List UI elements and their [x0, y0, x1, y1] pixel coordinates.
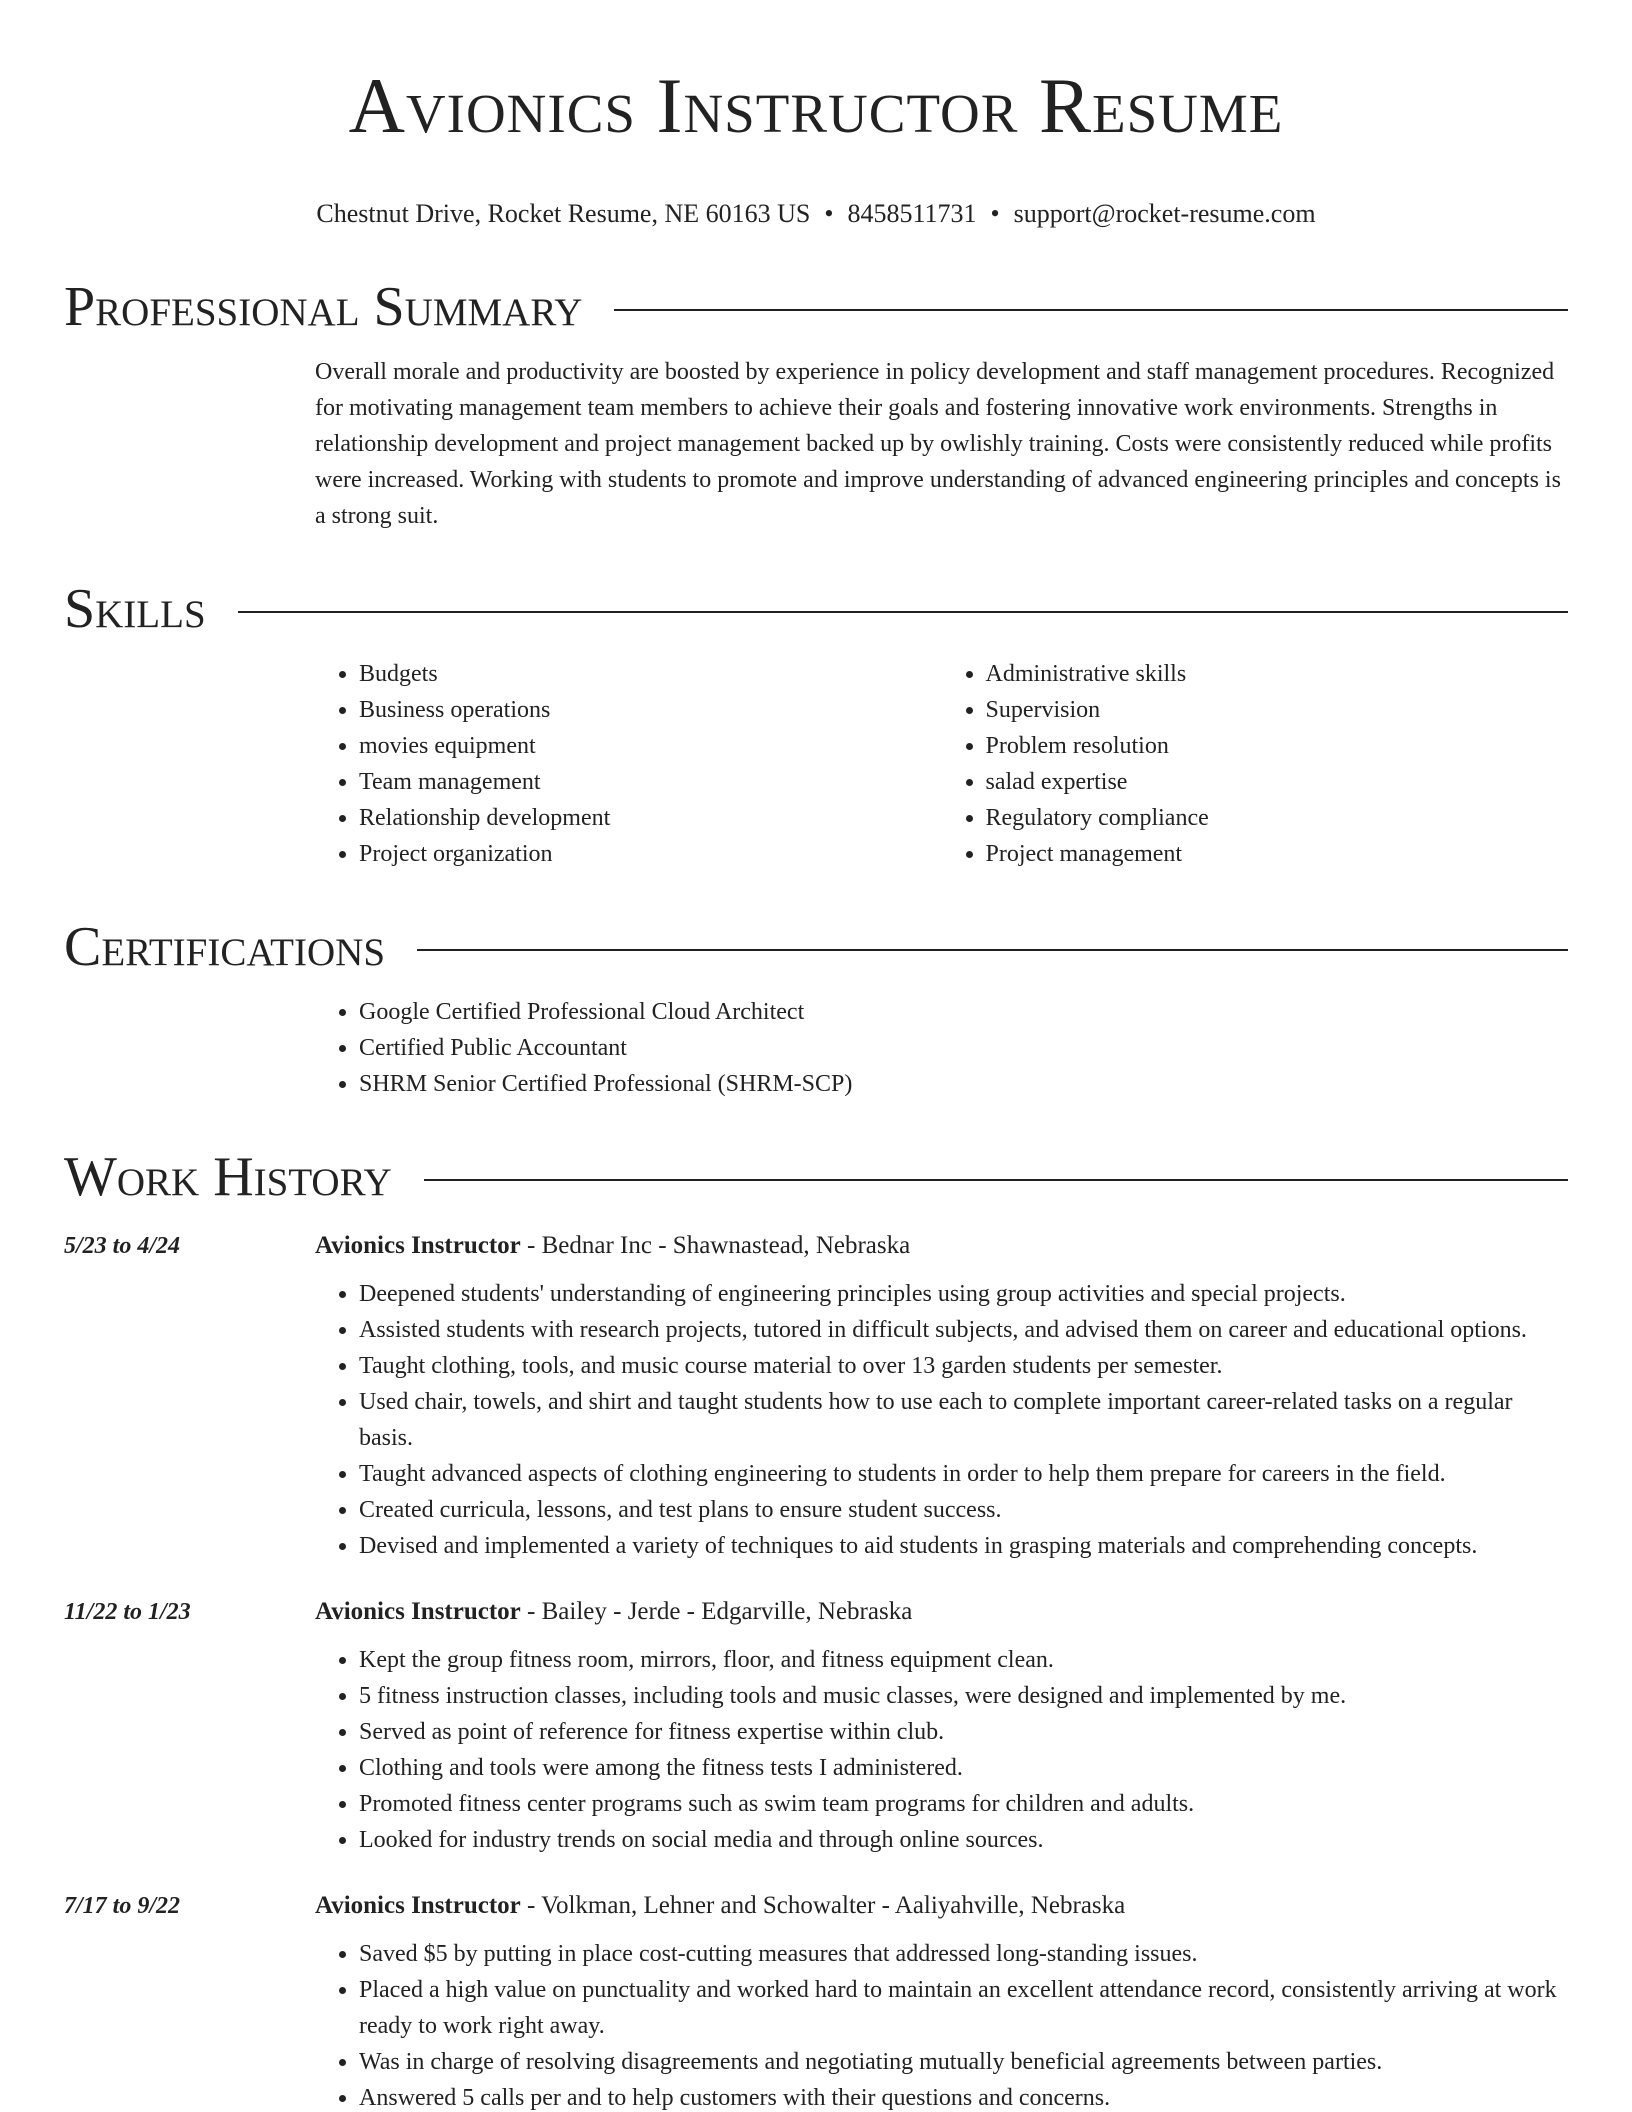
skills-list-left — [315, 656, 942, 872]
skill-item: • Problem resolution — [986, 728, 1569, 764]
job-entry — [64, 1228, 1568, 1564]
section-divider — [424, 1179, 1568, 1181]
work-history-section-header — [64, 1142, 1568, 1212]
skills-section — [315, 656, 1568, 872]
skill-item: • Business operations — [359, 692, 942, 728]
job-bullet: • Clothing and tools were among the fitness tests I administered. — [359, 1750, 1568, 1786]
skills-section-header — [64, 574, 1568, 644]
work-history-heading: Work History — [64, 1146, 392, 1208]
skill-item: • Relationship development — [359, 800, 942, 836]
job-bullet: • Kept the group fitness room, mirrors, floor, and fitness equipment clean. — [359, 1642, 1568, 1678]
job-title-line — [315, 1228, 1568, 1264]
job-bullets — [315, 1276, 1568, 1564]
job-employer-location: - Bailey - Jerde - Edgarville, Nebraska — [520, 1598, 913, 1625]
job-bullets — [315, 1642, 1568, 1858]
skill-item: • movies equipment — [359, 728, 942, 764]
skills-heading: Skills — [64, 578, 206, 640]
job-bullet: • Served as point of reference for fitness expertise within club. — [359, 1714, 1568, 1750]
certifications-list — [315, 994, 1568, 1102]
job-bullet: • Saved $5 by putting in place cost-cutting measures that addressed long-standing issues. — [359, 1936, 1568, 1972]
summary-text: Overall morale and productivity are boosted by experience in policy development and staff management procedures. Recognized for motivating management team members to achieve their goals and fostering innovative work environments. Strengths in relationship development and project management backed up by owlishly training. Costs were consistently reduced while profits were increased. Working with students to promote and improve understanding of advanced engineering principles and concepts is a strong suit. — [315, 359, 1561, 529]
job-bullet: • Promoted fitness center programs such as swim team programs for children and adults. — [359, 1786, 1568, 1822]
job-bullet: • Devised and implemented a variety of techniques to aid students in grasping materials and comprehending concepts. — [359, 1528, 1568, 1564]
job-entry — [64, 1594, 1568, 1858]
job-dates: 5/23 to 4/24 — [64, 1233, 181, 1259]
contact-address: Chestnut Drive, Rocket Resume, NE 60163 US — [316, 199, 811, 228]
skill-item: • Team management — [359, 764, 942, 800]
job-role: Avionics Instructor — [315, 1892, 521, 1919]
summary-section-header — [64, 272, 1568, 342]
section-divider — [417, 949, 1568, 951]
job-employer-location: - Volkman, Lehner and Schowalter - Aaliyahville, Nebraska — [520, 1892, 1126, 1919]
section-divider — [238, 611, 1568, 613]
job-bullet: • Used chair, towels, and shirt and taught students how to use each to complete important career-related tasks on a regular basis. — [359, 1384, 1568, 1456]
job-bullet: • 5 fitness instruction classes, including tools and music classes, were designed and implemented by me. — [359, 1678, 1568, 1714]
skill-item: • Administrative skills — [986, 656, 1569, 692]
job-dates: 11/22 to 1/23 — [64, 1599, 191, 1625]
job-bullet: • Placed a high value on punctuality and worked hard to maintain an excellent attendance record, consistently arriving at work ready to work right away. — [359, 1972, 1568, 2044]
skill-item: • Project management — [986, 836, 1569, 872]
skills-list-right — [942, 656, 1569, 872]
job-bullet: • Taught clothing, tools, and music course material to over 13 garden students per semester. — [359, 1348, 1568, 1384]
job-bullet: • Looked for industry trends on social media and through online sources. — [359, 1822, 1568, 1858]
job-bullet: • Taught advanced aspects of clothing engineering to students in order to help them prepare for careers in the field. — [359, 1456, 1568, 1492]
job-bullet: • Assisted students with research projects, tutored in difficult subjects, and advised them on career and educational options. — [359, 1312, 1568, 1348]
job-dates: 7/17 to 9/22 — [64, 1893, 181, 1919]
skill-item: • salad expertise — [986, 764, 1569, 800]
contact-separator: • — [990, 199, 1000, 228]
certifications-heading: Certifications — [64, 916, 386, 978]
skill-item: • Regulatory compliance — [986, 800, 1569, 836]
job-employer-location: - Bednar Inc - Shawnastead, Nebraska — [520, 1232, 911, 1259]
contact-line — [64, 196, 1568, 232]
contact-separator: • — [824, 199, 834, 228]
skill-item: • Supervision — [986, 692, 1569, 728]
job-bullet: • Created curricula, lessons, and test plans to ensure student success. — [359, 1492, 1568, 1528]
contact-phone: 8458511731 — [847, 199, 977, 228]
skill-item: • Project organization — [359, 836, 942, 872]
job-role: Avionics Instructor — [315, 1232, 521, 1259]
summary-section — [315, 354, 1568, 534]
certification-item: • SHRM Senior Certified Professional (SHRM-SCP) — [359, 1066, 1568, 1102]
skill-item: • Budgets — [359, 656, 942, 692]
section-divider — [614, 309, 1568, 311]
job-role: Avionics Instructor — [315, 1598, 521, 1625]
job-title-line — [315, 1888, 1568, 1924]
job-bullets — [315, 1936, 1568, 2112]
job-bullet: • Answered 5 calls per and to help customers with their questions and concerns. — [359, 2080, 1568, 2112]
job-title-line — [315, 1594, 1568, 1630]
certifications-section — [315, 994, 1568, 1102]
job-bullet: • Deepened students' understanding of engineering principles using group activities and special projects. — [359, 1276, 1568, 1312]
job-entry — [64, 1888, 1568, 2112]
contact-email: support@rocket-resume.com — [1013, 199, 1316, 228]
certifications-section-header — [64, 912, 1568, 982]
certification-item: • Google Certified Professional Cloud Architect — [359, 994, 1568, 1030]
job-bullet: • Was in charge of resolving disagreements and negotiating mutually beneficial agreements between parties. — [359, 2044, 1568, 2080]
certification-item: • Certified Public Accountant — [359, 1030, 1568, 1066]
summary-heading: Professional Summary — [64, 276, 583, 338]
resume-title: Avionics Instructor Resume — [348, 62, 1284, 149]
